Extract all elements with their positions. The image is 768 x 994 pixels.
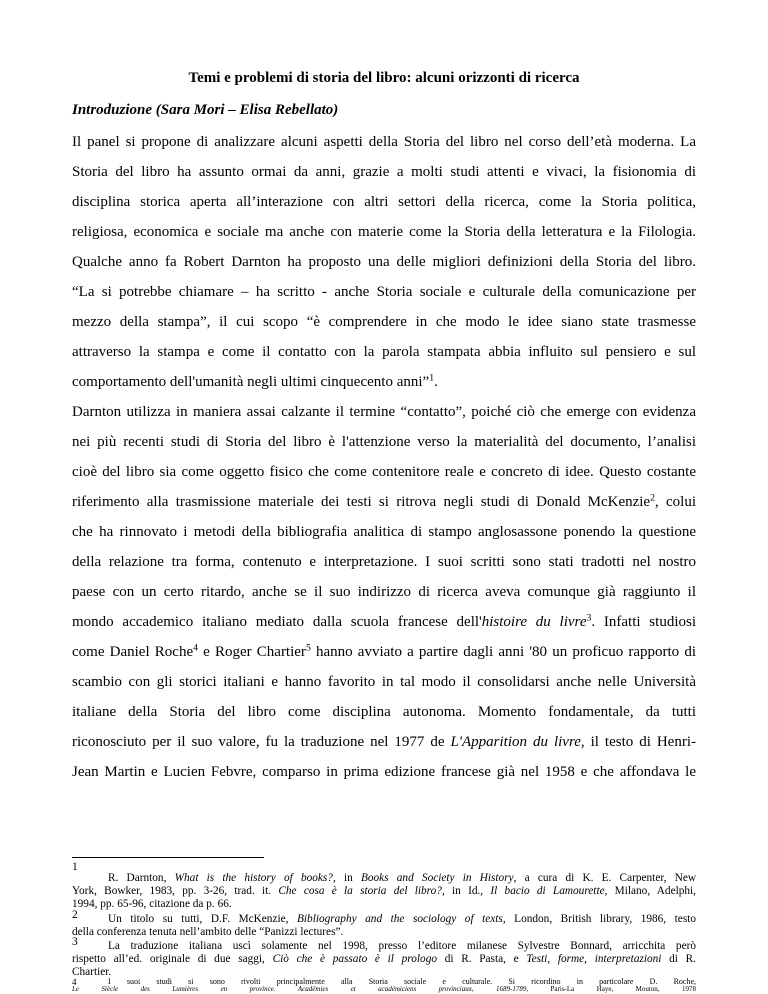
- footnote-number: 2: [72, 909, 78, 921]
- footnote-text: , Milano, Adelphi,: [604, 885, 696, 897]
- italic-title: Lectures et lecteurs dans la France d’Ancien Régime: [72, 990, 94, 991]
- footnote-line: [108, 872, 696, 885]
- footnote-text: Lo storico francese, oltre ad aver diretto con Henri-Jean Martin i quattro volumi dell’enciclopedica: [72, 988, 113, 989]
- body-line: paese con un certo ritardo, anche se il suo indirizzo di ricerca aveva comunque già raggiunto il: [72, 584, 696, 600]
- body-text: comportamento dell'umanità negli ultimi cinquecento anni”: [72, 374, 430, 390]
- footnote-text: e Id.,: [72, 987, 75, 988]
- body-text: hanno avviato a partire dagli anni '80 un proficuo rapporto di: [310, 644, 696, 660]
- body-line: “La si potrebbe chiamare – ha scritto - anche Storia sociale e culturale della comunicazione per: [72, 284, 696, 300]
- footnote-number: 5: [72, 988, 73, 989]
- body-line: [72, 493, 696, 511]
- footnote-number: 3: [72, 936, 78, 948]
- footnote-line: I suoi studi si sono rivolti principalmente alla Storia sociale e culturale. Si ricordino in particolare D. Roche,: [108, 977, 696, 986]
- footnote-line: della conferenza tenuta nell’ambito delle “Panizzi lectures”.: [72, 926, 344, 938]
- body-line: Il panel si propone di analizzare alcuni aspetti della Storia del libro nel corso dell’età moderna. La: [72, 134, 696, 150]
- body-text: . Infatti studiosi: [591, 614, 696, 630]
- body-text: e Roger Chartier: [197, 644, 306, 660]
- footnote-text: York, Bowker, 1983, pp. 3-26, trad. it.: [72, 885, 279, 897]
- footnote-text: , a cura di K. E. Carpenter, New: [513, 872, 696, 884]
- italic-title: l’édition française,: [72, 989, 80, 990]
- body-line: Darnton utilizza in maniera assai calzante il termine “contatto”, poiché ciò che emerge con evidenza: [72, 404, 696, 420]
- footnote-text: Un titolo su tutti, D.F. McKenzie,: [108, 913, 297, 925]
- body-line: [72, 733, 696, 751]
- body-line: cioè del libro sia come oggetto fisico che come contenitore reale e concreto di idee. Questo costante: [72, 464, 696, 480]
- footnote-ref[interactable]: 1: [429, 372, 435, 384]
- italic-title: Ciò che è passato è il prologo: [272, 953, 437, 965]
- section-heading: Introduzione (Sara Mori – Elisa Rebellato): [72, 102, 339, 118]
- body-line: mezzo della stampa”, il cui scopo “è comprendere in che modo le idee siano state trasmesse: [72, 314, 696, 330]
- italic-title: Testi, forme, interpretazioni: [526, 953, 662, 965]
- italic-title: Books and Society in History: [360, 872, 514, 884]
- italic-title: Le Siècle des Lumières en province. Académies et académiciens provinciaux, 1689-1789: [72, 985, 527, 993]
- footnote-ref[interactable]: 5: [305, 642, 311, 654]
- footnote-number: 1: [72, 861, 78, 873]
- document-title: Temi e problemi di storia del libro: alcuni orizzonti di ricerca: [188, 70, 580, 86]
- italic-title: Bibliography and the sociology of texts: [297, 913, 503, 925]
- body-text: come Daniel Roche: [72, 644, 194, 660]
- italic-title: L'Apparition du livre,: [450, 734, 585, 750]
- body-line: Jean Martin e Lucien Febvre, comparso in prima edizione francese già nel 1958 e che affondava le: [72, 764, 696, 780]
- body-text: riconosciuto per il suo valore, fu la traduzione nel 1977 de: [72, 734, 451, 750]
- footnote-text: in Id.,: [444, 885, 491, 897]
- footnote-text: di R. Pasta, e: [437, 953, 527, 965]
- body-line: [72, 613, 696, 631]
- footnote-text: , London, British library, 1986, testo: [502, 913, 696, 925]
- body-line: della relazione tra forma, contenuto e interpretazione. I suoi scritti sono stati tradotti nel nostro: [72, 554, 696, 570]
- footnote-text: di R.: [661, 953, 697, 965]
- footnote-line: [72, 953, 696, 966]
- footnote-line: 1994, pp. 65-96, citazione da p. 66.: [72, 898, 232, 910]
- italic-title: siècle: [98, 987, 101, 988]
- footnote-text: , Paris, Aubier, 1981.: [100, 987, 110, 988]
- footnote-ref[interactable]: 3: [586, 612, 592, 624]
- body-text: il testo di Henri-: [584, 734, 696, 750]
- footnote-ref[interactable]: 4: [193, 642, 198, 654]
- body-text: .: [434, 374, 438, 390]
- footnote-text: in: [335, 872, 361, 884]
- body-text: , colui: [654, 494, 696, 510]
- footnote-line: [72, 990, 372, 991]
- body-text: mondo accademico italiano mediato dalla scuola francese dell': [72, 614, 482, 630]
- body-line: [72, 373, 696, 391]
- body-line: disciplina storica aperta all’interazione con altri settori della ricerca, come la Storia politica,: [72, 194, 696, 210]
- footnote-line: La traduzione italiana uscì solamente nel 1998, presso l’editore milanese Sylvestre Bonnard, arricchita però: [108, 940, 696, 952]
- body-line: Qualche anno fa Robert Darnton ha proposto una delle migliori definizioni della Storia del libro.: [72, 254, 696, 270]
- body-line: Storia del libro ha assunto ormai da anni, grazie a molti studi attenti e vivaci, la fisionomia di: [72, 164, 696, 180]
- italic-title: Histoire de: [112, 988, 118, 989]
- body-line: che ha rinnovato i metodi della bibliografia analitica di stampo anglosassone ponendo la questione: [72, 524, 696, 540]
- footnote-text: Paris, Fayard-Cercle de la librairie, 1983-1986, ha stimolato la riflessione sulle pratiche di lettura: [79, 989, 119, 990]
- footnote-line: Chartier.: [72, 966, 112, 978]
- italic-title: Le Peuple de Paris. Essai sur la culture populaire au XVIII: [74, 987, 99, 988]
- body-line: scambio con gli storici italiani e hanno favorito in tal modo il consolidarsi anche nelle Università: [72, 674, 696, 690]
- footnote-text: R. Darnton,: [108, 872, 175, 884]
- italic-title: Che cosa è la storia del libro?,: [278, 885, 445, 897]
- body-line: religiosa, economica e sociale ma anche con materie come la Storia della letteratura e la Filologia.: [72, 224, 696, 240]
- italic-title: What is the history of books?,: [174, 872, 336, 884]
- italic-title: Il bacio di Lamourette: [490, 885, 605, 897]
- footnote-number: 4: [72, 977, 77, 987]
- body-text: riferimento alla trasmissione materiale dei testi si ritrova negli studi di Donald McKenzie: [72, 494, 651, 510]
- footnote-line: [108, 913, 696, 926]
- footnote-line: [72, 885, 696, 898]
- footnote-text: rispetto all’ed. originale di due saggi,: [72, 953, 273, 965]
- body-line: [72, 643, 696, 661]
- footnote-text: , Paris-La Haye, Mouton, 1978: [526, 985, 696, 993]
- footnote-text: , Paris, Éditions du Seuil, 1987).: [93, 990, 107, 991]
- body-line: italiane della Storia del libro come disciplina autonoma. Momento fondamentale, da tutti: [72, 704, 696, 720]
- italic-title: histoire du livre: [481, 614, 587, 630]
- footnote-ref[interactable]: 2: [650, 492, 655, 504]
- body-line: attraverso la stampa e come il contatto con la parola stampata abbia influito sul pensiero e sul: [72, 344, 696, 360]
- body-line: nei più recenti studi di Storia del libro è l'attenzione verso la materialità del documento, l’analisi: [72, 434, 696, 450]
- footnote-separator: [72, 857, 264, 858]
